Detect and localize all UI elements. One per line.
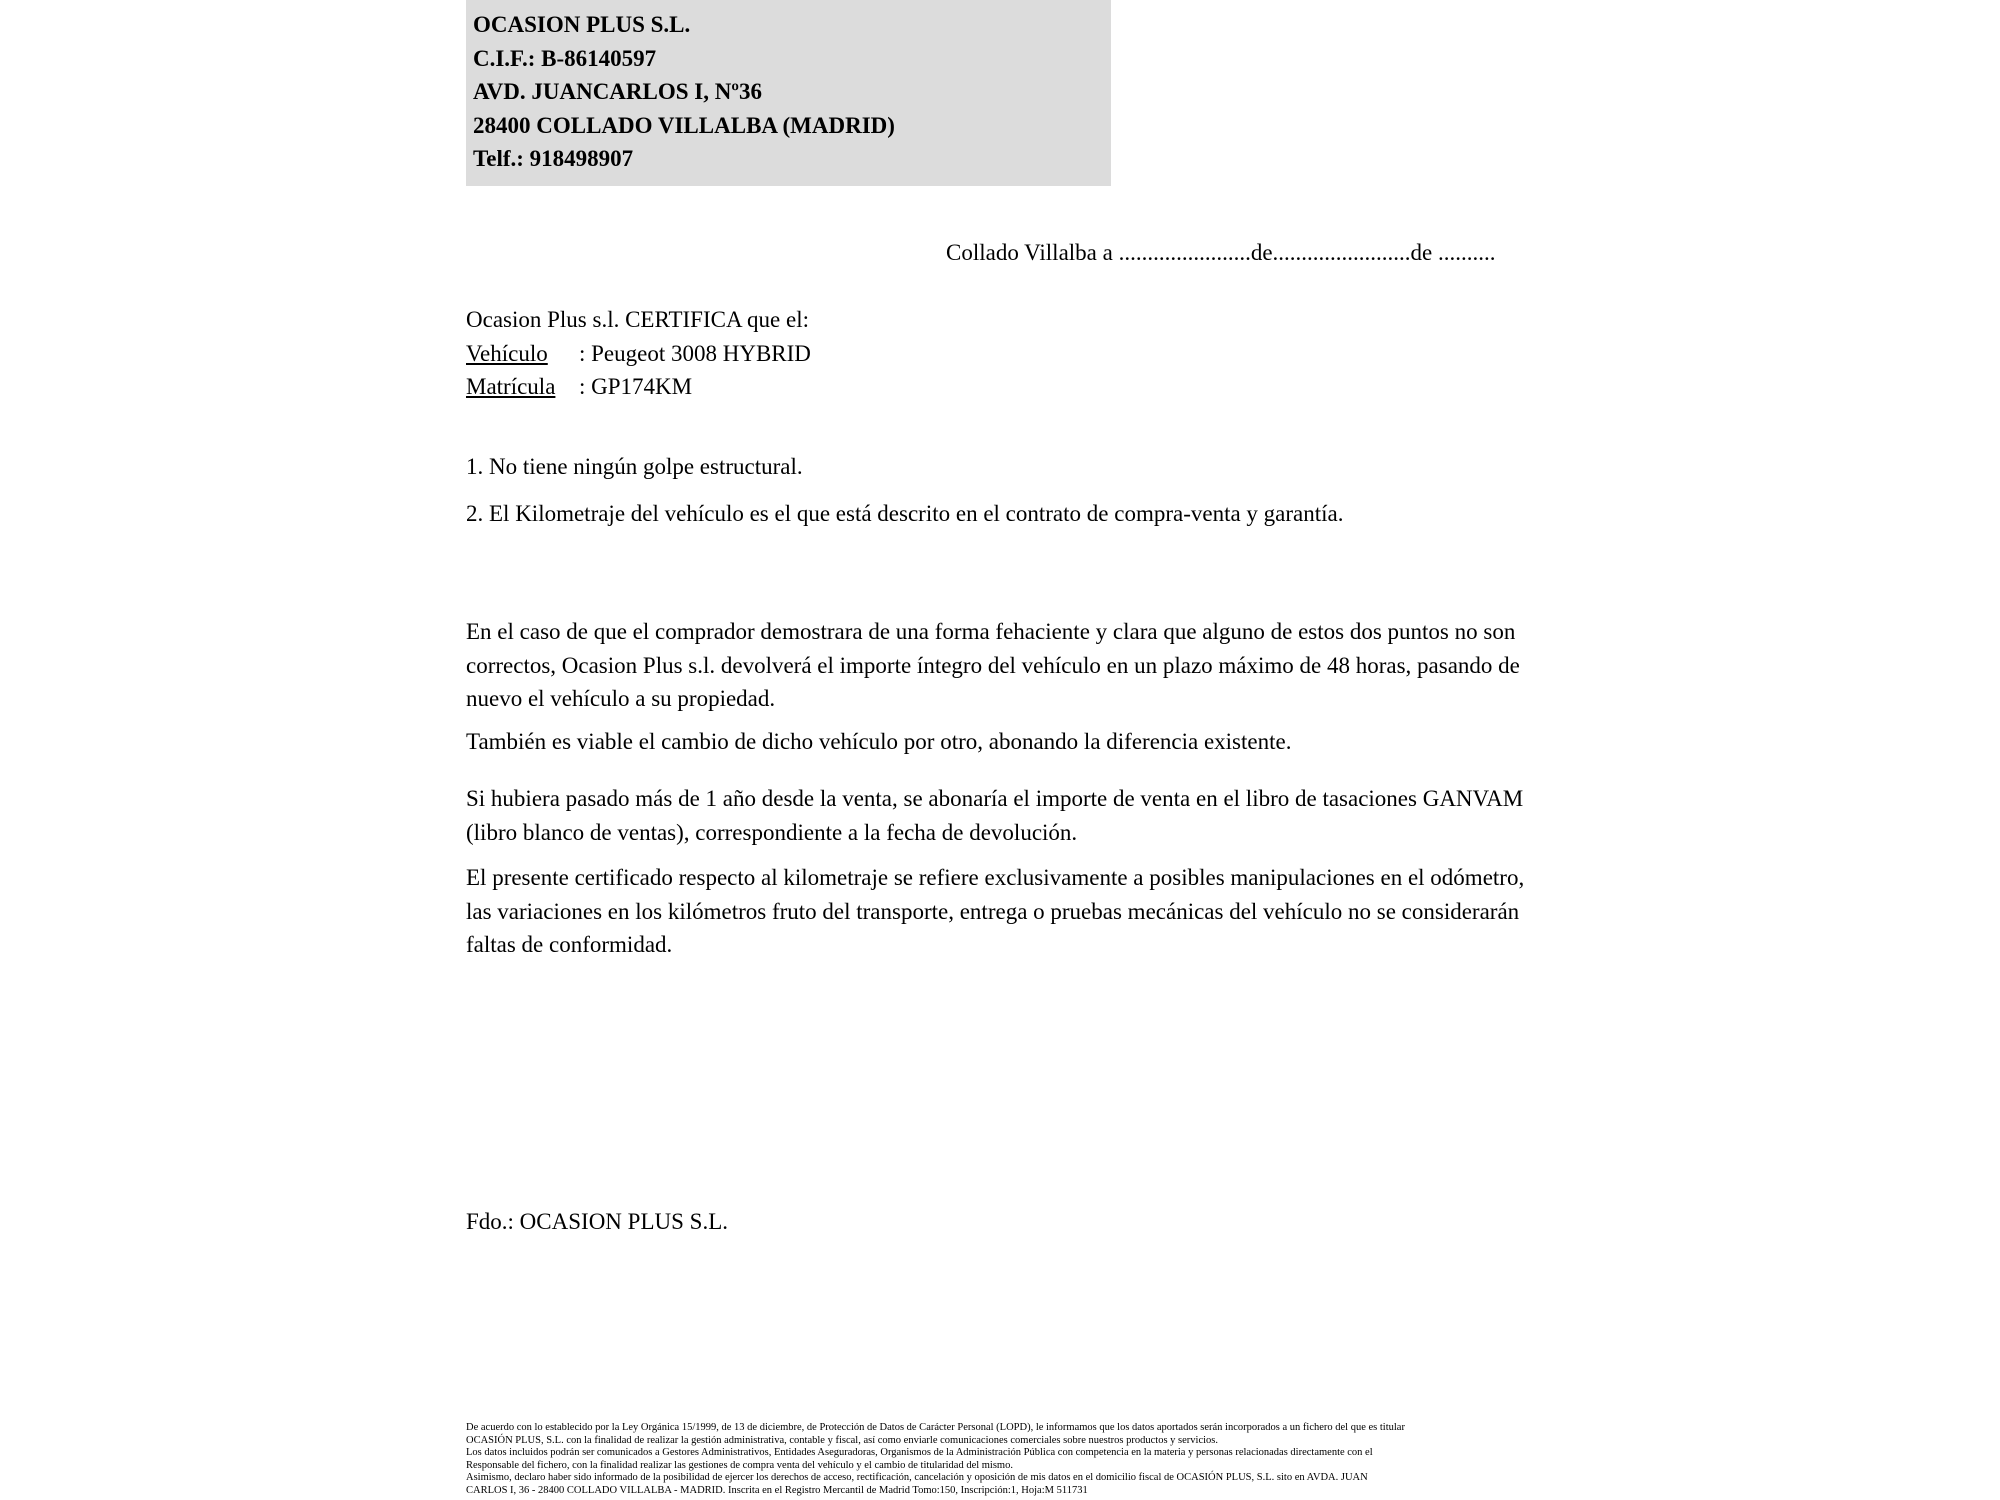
paragraph-ganvam: Si hubiera pasado más de 1 año desde la venta, se abonaría el importe de venta en el libro de tasaciones GANVAM (libro blanco de ventas), correspondiente a la fecha de devolución. [466,786,1524,845]
paragraph-exchange: También es viable el cambio de dicho vehículo por otro, abonando la diferencia existente. [466,729,1292,754]
company-city: 28400 COLLADO VILLALBA (MADRID) [473,112,895,138]
legal-footer-line-5: Asimismo, declaro haber sido informado de la posibilidad de ejercer los derechos de acceso, rectificación, cancelación y oposición de mis datos en el domicilio fiscal de OCASIÓN PLUS, S.L. sito en AVDA. JUAN [466,1472,1368,1484]
legal-footer [466,1422,1561,1498]
legal-footer-line-3: Los datos incluidos podrán ser comunicados a Gestores Administrativos, Entidades Aseguradoras, Organismos de la Administración Pública con competencia en la materia y personas relacionadas directamente con el [466,1447,1373,1459]
plate-value: : GP174KM [579,374,693,399]
signature-line: Fdo.: OCASION PLUS S.L. [466,1209,728,1234]
plate-row [466,370,811,404]
vehicle-row [466,337,811,371]
company-cif: C.I.F.: B-86140597 [473,45,657,71]
company-name: OCASION PLUS S.L. [473,12,691,37]
legal-footer-line-4: Responsable del fichero, con la finalidad realizar las gestiones de compra venta del vehículo y el cambio de titularidad del mismo. [466,1459,1013,1471]
point-1: 1. No tiene ningún golpe estructural. [466,454,803,479]
paragraph-refund: En el caso de que el comprador demostrara de una forma fehaciente y clara que alguno de estos dos puntos no son correctos, Ocasion Plus s.l. devolverá el importe íntegro del vehículo en un plazo máximo de 48 horas, pasando de nuevo el vehículo a su propiedad. [466,619,1520,711]
legal-footer-line-6: CARLOS I, 36 - 28400 COLLADO VILLALBA - MADRID. Inscrita en el Registro Mercantil de Madrid Tomo:150, Inscripción:1, Hoja:M 511731 [466,1484,1088,1496]
company-phone: Telf.: 918498907 [473,146,634,171]
point-2: 2. El Kilometraje del vehículo es el que está descrito en el contrato de compra-venta y garantía. [466,501,1344,526]
legal-footer-line-2: OCASIÓN PLUS, S.L. con la finalidad de realizar la gestión administrativa, contable y fiscal, así como enviarle comunicaciones comerciales sobre nuestros productos y servicios. [466,1434,1218,1446]
paragraph-odometer: El presente certificado respecto al kilometraje se refiere exclusivamente a posibles manipulaciones en el odómetro, las variaciones en los kilómetros fruto del transporte, entrega o pruebas mecánicas del vehículo no se considerarán faltas de conformidad. [466,865,1525,957]
vehicle-value: : Peugeot 3008 HYBRID [579,340,811,366]
plate-label: Matrícula [466,374,556,399]
company-address: AVD. JUANCARLOS I, Nº36 [473,79,762,104]
legal-footer-line-1: De acuerdo con lo establecido por la Ley Orgánica 15/1999, de 13 de diciembre, de Protección de Datos de Carácter Personal (LOPD), le informamos que los datos aportados serán incorporados a un fichero del que es titular [466,1422,1405,1433]
vehicle-label: Vehículo [466,340,548,366]
certify-block [466,303,811,404]
dateline: Collado Villalba a .......................de........................de .......... [946,240,1496,265]
letterhead-block [466,0,1111,186]
certify-intro: Ocasion Plus s.l. CERTIFICA que el: [466,307,809,332]
